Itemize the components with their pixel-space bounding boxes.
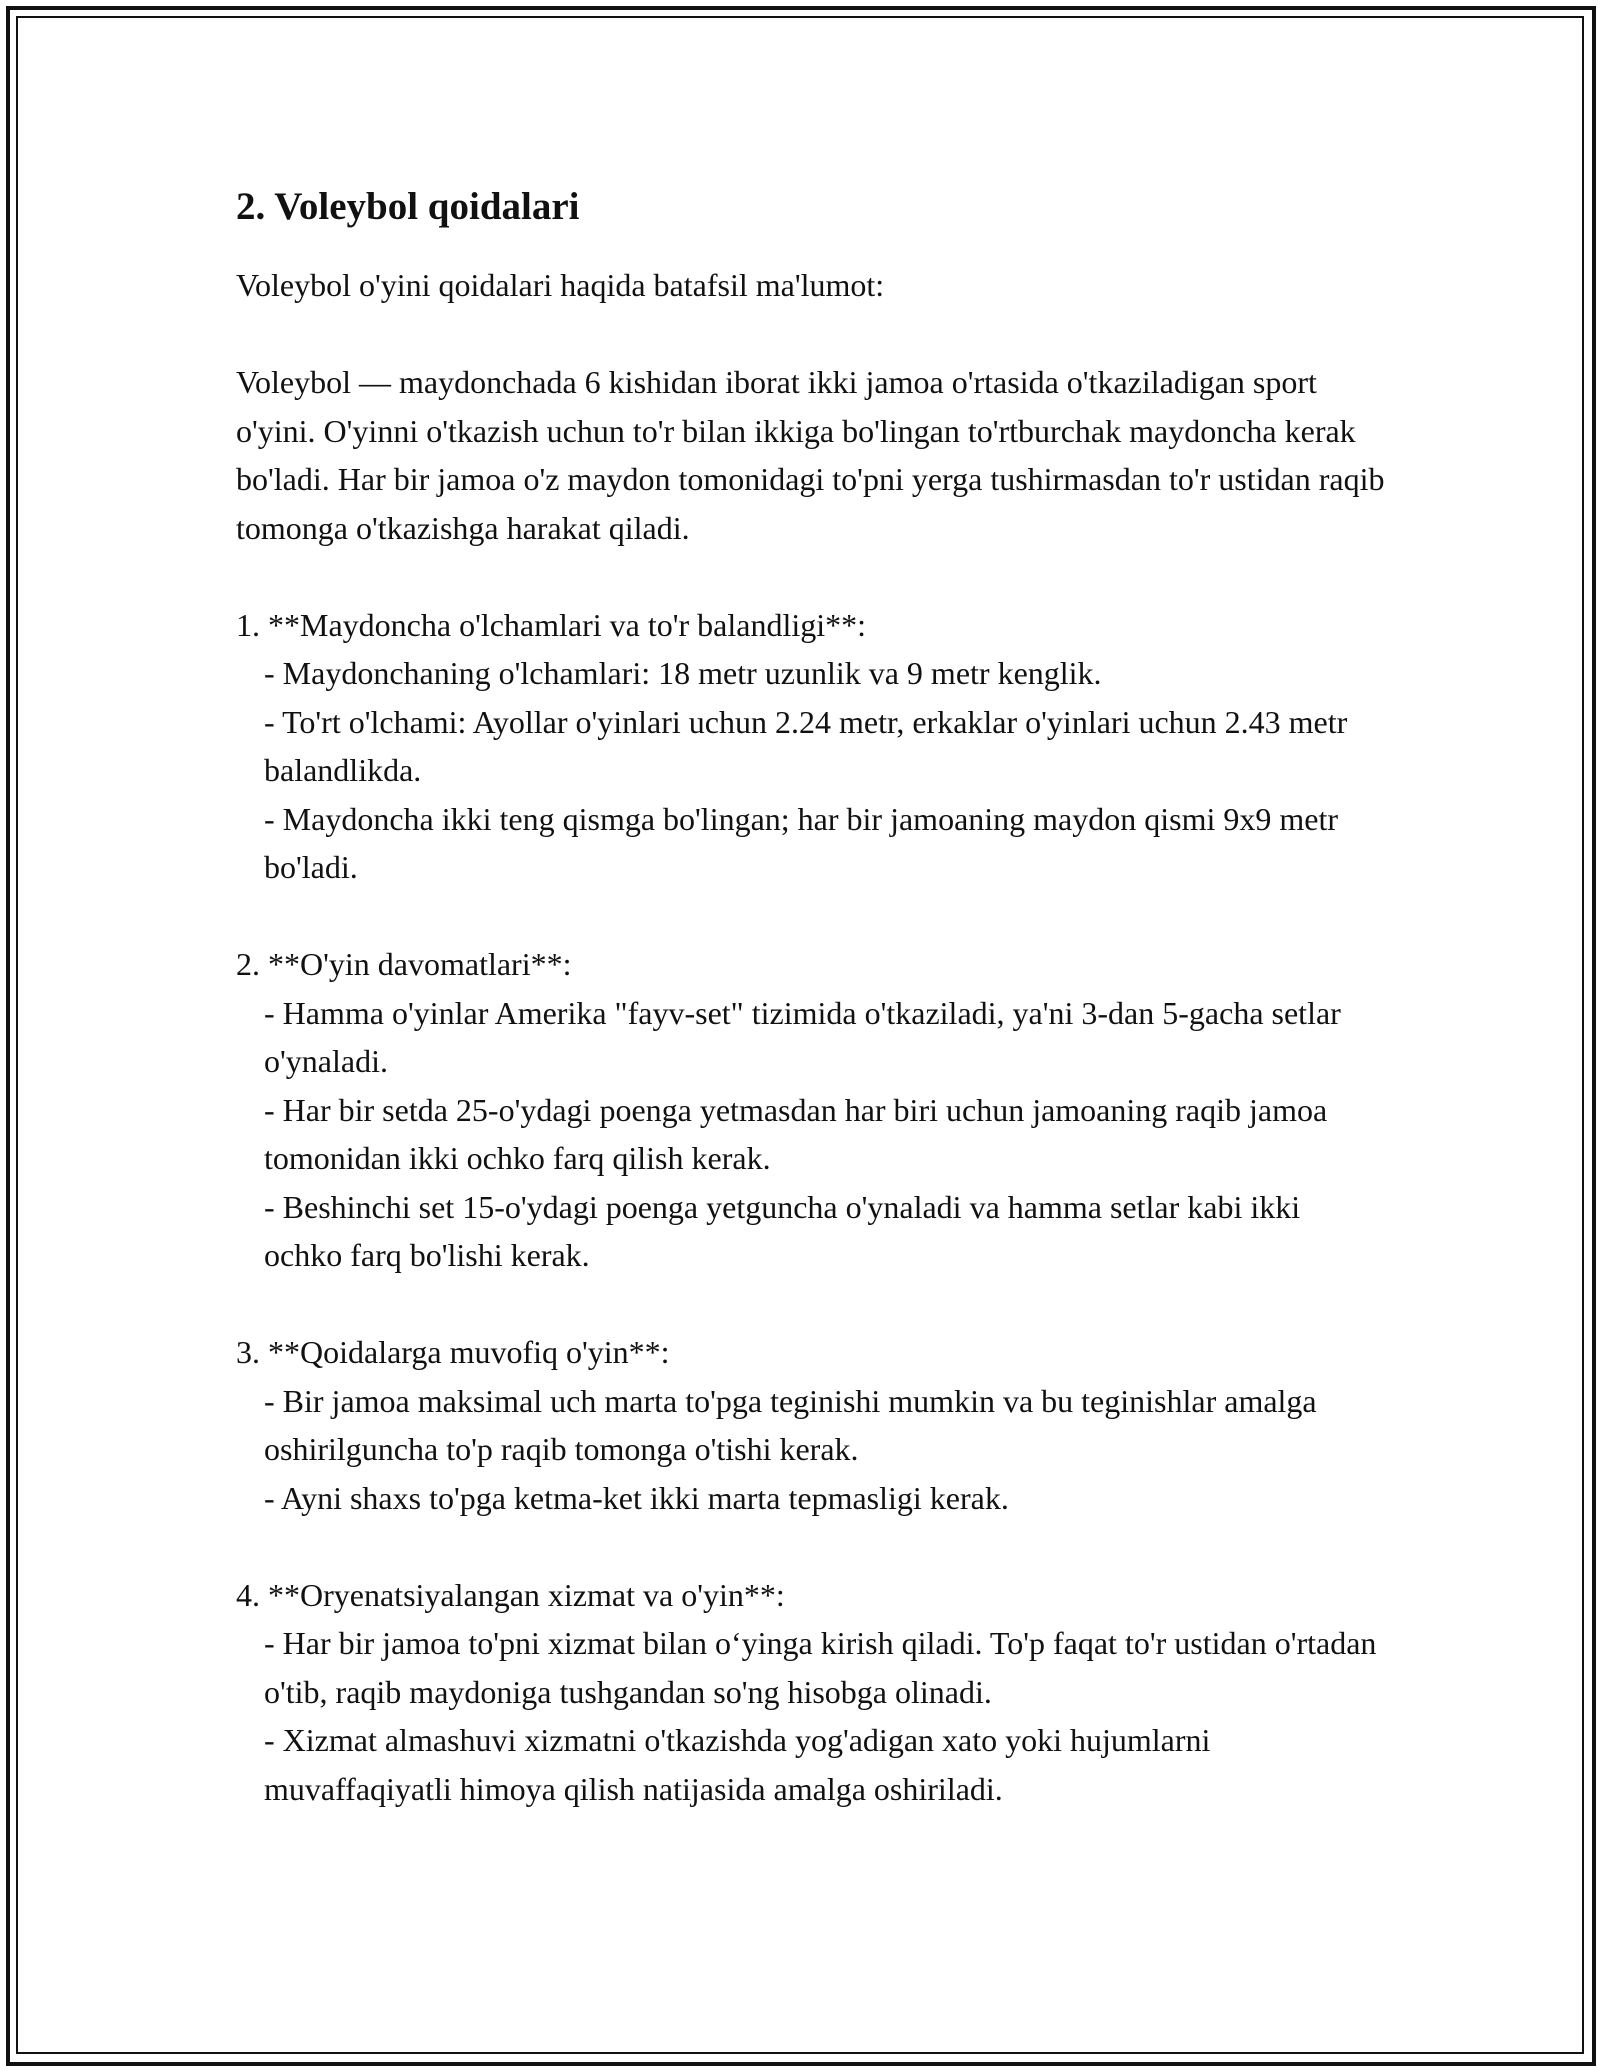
section-heading: 4. **Oryenatsiyalangan xizmat va o'yin**:	[236, 1576, 785, 1613]
spacer	[236, 1280, 1386, 1329]
spacer	[236, 552, 1386, 601]
description-paragraph: Voleybol — maydonchada 6 kishidan iborat ikki jamoa o'rtasida o'tkaziladigan sport o'yini. O'yinni o'tkazish uchun to'r bilan ikkiga bo'lingan to'rtburchak maydoncha kerak bo'ladi. Har bir jamoa o'z maydon tomonidagi to'pni yerga tushirmasdan to'r ustidan raqib tomonga o'tkazishga harakat qiladi.	[236, 364, 1393, 546]
spacer	[236, 310, 1386, 359]
section-game-duration	[236, 940, 1386, 1280]
list-item: - Bir jamoa maksimal uch marta to'pga teginishi mumkin va bu teginishlar amalga oshirilguncha to'p raqib tomonga o'tishi kerak.	[264, 1382, 1325, 1467]
list-item: - Maydonchaning o'lchamlari: 18 metr uzunlik va 9 metr kenglik.	[264, 655, 1102, 691]
spacer	[236, 1522, 1386, 1571]
document-body	[236, 183, 1393, 1813]
list-item: - Har bir setda 25-o'ydagi poenga yetmasdan har biri uchun jamoaning raqib jamoa tomonidan ikki ochko farq qilish kerak.	[264, 1091, 1336, 1176]
section-heading: 2. **O'yin davomatlari**:	[236, 946, 572, 982]
section-heading: 1. **Maydoncha o'lchamlari va to'r balandligi**:	[236, 606, 867, 643]
list-item: - Hamma o'yinlar Amerika "fayv-set" tizimida o'tkaziladi, ya'ni 3-dan 5-gacha setlar o'ynaladi.	[264, 994, 1349, 1079]
list-item: - Ayni shaxs to'pga ketma-ket ikki marta tepmasligi kerak.	[264, 1479, 1009, 1516]
section-rules-of-play	[236, 1328, 1386, 1522]
section-court-dimensions	[236, 601, 1386, 892]
intro-line: Voleybol o'yini qoidalari haqida batafsil ma'lumot:	[236, 267, 885, 303]
list-item: - Maydoncha ikki teng qismga bo'lingan; har bir jamoaning maydon qismi 9x9 metr bo'ladi.	[264, 800, 1347, 885]
section-heading: 3. **Qoidalarga muvofiq o'yin**:	[236, 1334, 670, 1370]
section-service-and-play	[236, 1571, 1386, 1814]
list-item: - Xizmat almashuvi xizmatni o'tkazishda yog'adigan xato yoki hujumlarni muvaffaqiyatli himoya qilish natijasida amalga oshiriladi.	[264, 1722, 1219, 1807]
document-title: 2. Voleybol qoidalari	[236, 185, 580, 228]
spacer	[236, 892, 1386, 941]
list-item: - To'rt o'lchami: Ayollar o'yinlari uchun 2.24 metr, erkaklar o'yinlari uchun 2.43 metr balandlikda.	[264, 703, 1356, 788]
list-item: - Har bir jamoa to'pni xizmat bilan o‘yinga kirish qiladi. To'p faqat to'r ustidan o'rtadan o'tib, raqib maydoniga tushgandan so'ng hisobga olinadi.	[264, 1625, 1385, 1710]
list-item: - Beshinchi set 15-o'ydagi poenga yetguncha o'ynaladi va hamma setlar kabi ikki ochko farq bo'lishi kerak.	[264, 1188, 1309, 1273]
